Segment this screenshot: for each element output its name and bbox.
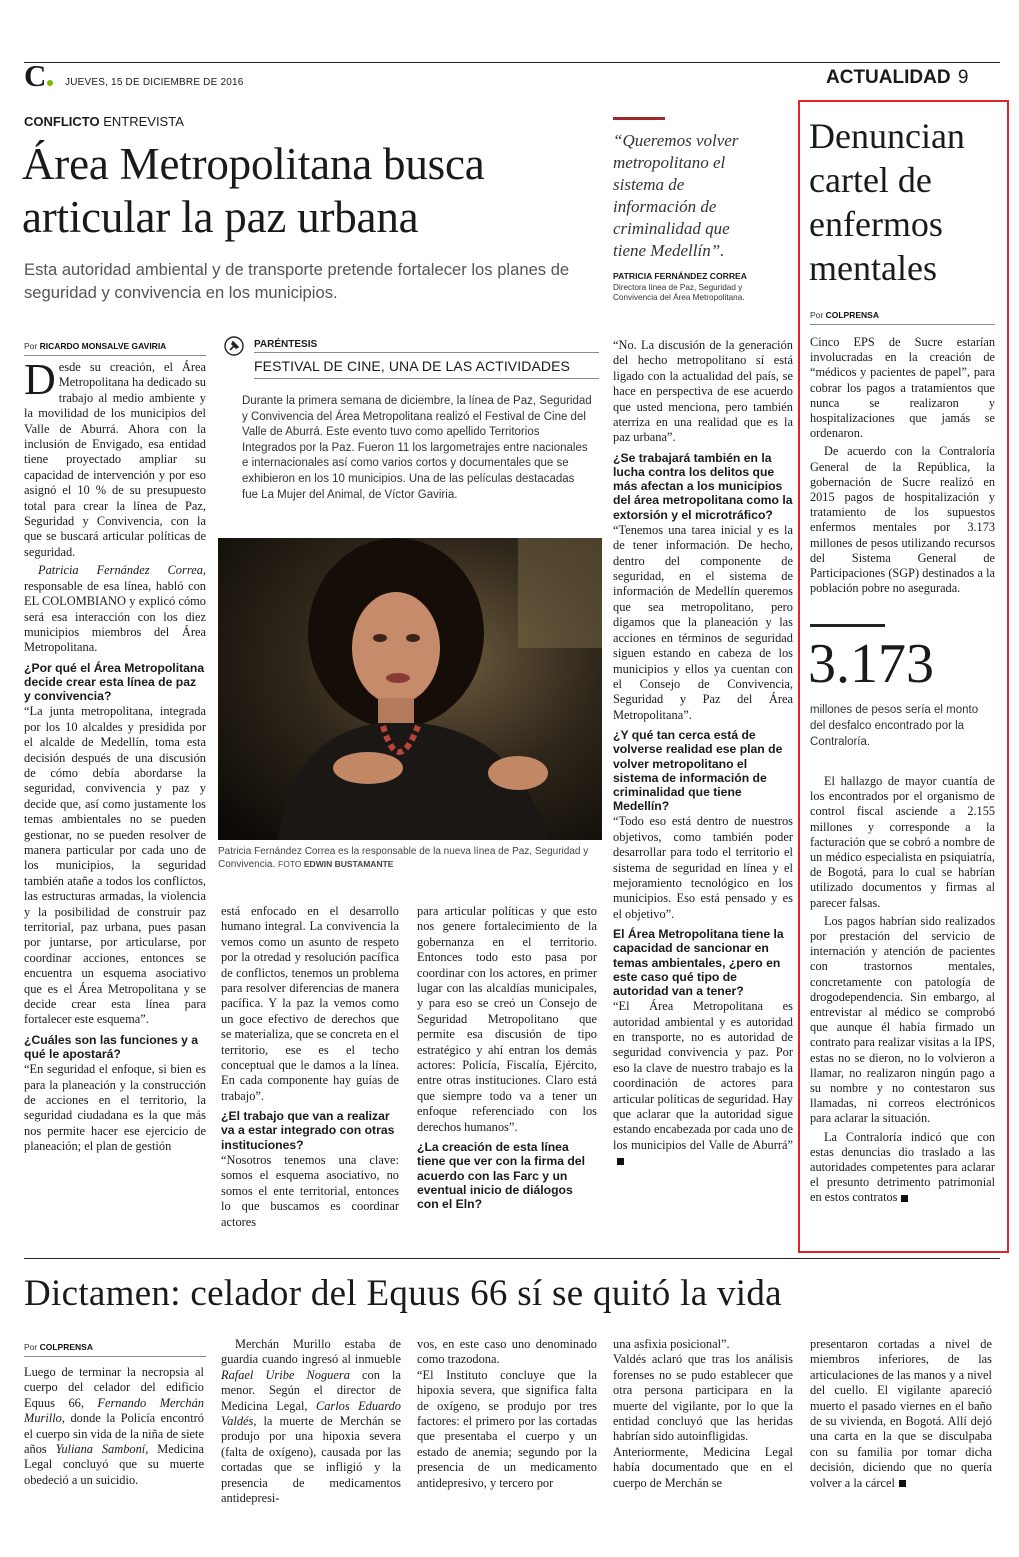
bottom-column-4: una asfixia posicional”. Valdés aclaró que tras los análisis forenses no se pudo establecer que otra persona participara en la muerte del vigilante, por lo que la entidad concluyó que las heridas habrían sido autoinfligidas. Anteriormente, Medicina Legal había documentado que en el cuerpo de Merchán se: [613, 1337, 793, 1490]
sidebar-body-bottom: El hallazgo de mayor cuantía de los encontrados por el organismo de control fiscal asciende a 2.155 millones y corresponde a la facturación que se cobró a nombre de un médico especialista en psiquiatría, de Bogotá, para lo cual se habrían utilizado documentos y firmas al parecer falsas. Los pagos habrían sido realizados por prestación del servicio de internación y atención de pacientes con trastornos mentales, concretamente con patología de drogodependencia. Sin embargo, al entrevistar al médico se comprobó que aunque él había firmado un contrato para realizar visitas a la IPS, estas no se dieron, no lo volvieron a llamar, no realizaron ningún pago a su nombre y no contestaron sus llamadas, ni correos electrónicos para aclarar la situación. La Contraloría indicó que con estas denuncias dio traslado a las autoridades competentes para aclarar el presunto detrimento patrimonial en estos contratos: [810, 774, 995, 1205]
interview-photo: [218, 538, 602, 840]
sidebar-figure-desc: millones de pesos sería el monto del desfalco encontrado por la Contraloría.: [810, 704, 979, 748]
pullquote-text: “Queremos volver metropolitano el sistema de información de criminalidad que tiene Medellín”.: [613, 131, 739, 260]
bottom-byline: Por COLPRENSA: [24, 1342, 93, 1352]
sidebar-body-top: Cinco EPS de Sucre estarían involucradas en la creación de “médicos y pacientes de papel”, para cobrar los pagos a tratamientos que nunca se realizaron y hospitalizaciones que jamás se ordenaron. De acuerdo con la Contraloría General de la República, la gobernación de Sucre realizó en 2015 pagos de hospitalización y tratamiento de los supuestos enfermos mentales por 3.173 millones de pesos utilizando recursos del Sistema General de Participaciones (SGP) destinados a la población pobre no asegurada.: [810, 335, 995, 596]
page-number: 9: [957, 67, 969, 88]
article-column-1: Desde su creación, el Área Metropolitana ha dedicado su trabajo al medio ambiente y la movilidad de los municipios del Valle de Aburrá. Ahora con la inclusión de Envigado, esa entidad tiene proyectado ampliar su capacidad de intervención y por eso asignó el 10 % de su presupuesto total para crear la línea de Paz, Seguridad y Convivencia, con la que se buscará articular políticas de seguridad. Patricia Fernández Correa, responsable de esa línea, habló con EL COLOMBIANO y explicó cómo será esa interacción con los diez municipios miembros del Área Metropolitana. ¿Por qué el Área Metropolitana decide crear esta línea de paz y convivencia? “La junta metropolitana, integrada por los 10 alcaldes y presidida por el alcalde de Medellín, toma esta decisión después de una discusión de cómo debía abordarse la seguridad, convivencia y paz y decide que, así como justamente los temas ambientales no se pueden gestionar, no se pueden resolver de manera particular por cada uno de los municipios, la seguridad también atañe a todos los conflictos, las estructuras armadas, la violencia y la posibilidad de construir paz territorial, paz urbana, pues pasan por juntarse, por articularse, por coordinar acciones, entonces se encuentra un esquema asociativo que es el Área Metropolitana y se decide crear esta línea para fortalecer este esquema”. ¿Cuáles son las funciones y a qué le apostará? “En seguridad el enfoque, si bien es para la planeación y la construcción de acciones en el territorio, la seguridad ciudadana es la que más nos permite hacer ese ejercicio de planeación; el plan de gestión: [24, 360, 206, 1154]
bottom-column-5: presentaron cortadas a nivel de miembros inferiores, de las articulaciones de las manos y a nivel del cuello. El vigilante apareció muerto el pasado viernes en el baño de su vivienda, en Bogotá. Allí dejó una carta en la que se disculpaba con su familia por tomar dicha decisión, diciendo que no quería volver a la cárcel: [810, 1337, 992, 1490]
parentesis-title: FESTIVAL DE CINE, UNA DE LAS ACTIVIDADES: [254, 358, 570, 374]
interview-question: El Área Metropolitana tiene la capacidad de sancionar en temas ambientales, ¿pero en este caso qué tipo de autoridad van a tener?: [613, 927, 784, 999]
end-mark-icon: [899, 1480, 906, 1487]
interview-question: ¿Por qué el Área Metropolitana decide crear esta línea de paz y convivencia?: [24, 660, 205, 704]
article-dek: Esta autoridad ambiental y de transporte pretende fortalecer los planes de seguridad y convivencia en los municipios.: [24, 260, 570, 302]
sidebar-box: [798, 100, 1009, 1253]
sidebar-byline: Por COLPRENSA: [810, 310, 879, 320]
article-headline: Área Metropolitana busca articular la paz urbana: [22, 139, 485, 242]
pin-icon: [224, 336, 244, 356]
bottom-headline: Dictamen: celador del Equus 66 sí se quitó la vida: [24, 1273, 782, 1314]
newspaper-logo: C: [24, 59, 53, 93]
pullquote-name: PATRICIA FERNÁNDEZ CORREA: [613, 271, 747, 281]
drop-cap: D: [24, 360, 56, 404]
article-kicker: CONFLICTO ENTREVISTA: [24, 114, 184, 129]
parentesis-body: Durante la primera semana de diciembre, la línea de Paz, Seguridad y Convivencia del Área Metropolitana realizó el Festival de Cine del Valle de Aburrá. Este evento tuvo como apellido Territorios Integrados por la Paz. Fueron 11 los largometrajes entre nacionales e internacionales así como varios cortos y documentales que se exhibieron en los 10 municipios. Una de las películas destacadas fue La Mujer del Animal, de Víctor Gaviria.: [242, 395, 592, 501]
bottom-column-3: vos, en este caso uno denominado como trazodona. “El Instituto concluye que la hipoxia severa, que significa falta de oxígeno, se produjo por tres factores: el primero por las cortadas que presentaba el cuerpo y un estado de anemia; segundo por la presencia de un medicamento antidepresivo, y tercero por: [417, 1337, 597, 1490]
interview-question: ¿Se trabajará también en la lucha contra los delitos que más afectan a los municipios del área metropolitana como la extorsión y el microtráfico?: [613, 450, 793, 522]
interview-question: ¿Cuáles son las funciones y a qué le apostará?: [24, 1032, 199, 1062]
interview-question: ¿Y qué tan cerca está de volverse realidad ese plan de volver metropolitano el sistema de información de criminalidad que tiene Medellín?: [613, 728, 783, 814]
bottom-column-2: Merchán Murillo estaba de guardia cuando ingresó al inmueble Rafael Uribe Noguera con la menor. Según el director de Medicina Legal, Carlos Eduardo Valdés, la muerte de Merchán se produjo por una hipoxia severa (falta de oxígeno), causada por las cortadas que se infligió y la presencia de medicamentos antidepresi-: [221, 1337, 401, 1506]
pullquote-rule: [613, 117, 665, 120]
parentesis-box: [218, 334, 601, 524]
parentesis-label: PARÉNTESIS: [254, 339, 318, 350]
article-column-4: “No. La discusión de la generación del hecho metropolitano sí está ligado con la actualidad del país, se hace en perspectiva de ese acuerdo que usted menciona, pero también aterriza en una realidad que es la paz urbana”. ¿Se trabajará también en la lucha contra los delitos que más afectan a los municipios del área metropolitana como la extorsión y el microtráfico? “Tenemos una tarea inicial y es la de tener información. De hecho, dentro del componente de seguridad, en el sistema de información de Medellín queremos que sea metropolitano, pero digamos que la planeación y las acciones en términos de seguridad siguen estando en cabeza de los municipios y ellos ya cuentan con el Consejo de Convivencia, Seguridad y Paz del Área Metropolitana”. ¿Y qué tan cerca está de volverse realidad ese plan de volver metropolitano el sistema de información de criminalidad que tiene Medellín? “Todo eso está dentro de nuestros objetivos, como también poder desarrollar para todo el territorio el sistema de seguridad en línea y el mejoramiento tecnológico en los municipios. Eso está pensado y es el objetivo”. El Área Metropolitana tiene la capacidad de sancionar en temas ambientales, ¿pero en este caso qué tipo de autoridad van a tener? “El Área Metropolitana es autoridad ambiental y es autoridad en transporte, no es autoridad de seguridad convivencia y paz. Por eso la clave de nuestro trabajo es la coordinación de actores para articular políticas de seguridad. Hay que aclarar que la autoridad sigue estando encabezada por cada uno de los municipios del Valle de Aburrá”: [613, 338, 793, 1244]
article-column-2: está enfocado en el desarrollo humano integral. La convivencia la vemos como un asunto de respeto por la otredad y resolución pacífica de conflictos, tenemos un problema para resolver diferencias de manera pacífica. Y la paz la vemos como un goce efectivo de derechos que se materializa, que se concreta en el territorio, ese es el techo conceptual que le damos a la línea. En cada componente hay guías de trabajo”. ¿El trabajo que van a realizar va a estar integrado con otras instituciones? “Nosotros tenemos una clave: somos el esquema asociativo, no somos el ente territorial, entonces lo que buscamos es coordinar actores: [221, 904, 399, 1229]
sidebar-headline: Denuncian cartel de enfermos mentales: [809, 116, 965, 288]
photo-caption: Patricia Fernández Correa es la responsable de la nueva línea de Paz, Seguridad y Convivencia. FOTO EDWIN BUSTAMANTE: [218, 846, 589, 870]
section-label: ACTUALIDAD 9: [826, 67, 969, 88]
article-column-3: para articular políticas y que esto nos genere fortalecimiento de la gobernanza en el territorio. Entonces todo esto pasa por coordinar con los actores, en primer lugar con las alcaldías municipales, y para eso se creó un Consejo de Seguridad Metropolitano que permite esa discusión de tipo estratégico y ahí entran los demás actores: Policía, Fiscalía, Ejército, entre otras instituciones. Claro está que siempre todo va a tener un enfoque referenciado con los derechos humanos”. ¿La creación de esta línea tiene que ver con la firma del acuerdo con las Farc y un eventual inicio de diálogos con el Eln?: [417, 904, 597, 1211]
interview-question: ¿El trabajo que van a realizar va a estar integrado con otras instituciones?: [221, 1109, 395, 1152]
logo-dot-icon: [47, 80, 53, 86]
end-mark-icon: [901, 1195, 908, 1202]
sidebar-figure: 3.173: [808, 633, 934, 695]
issue-date: JUEVES, 15 DE DICIEMBRE DE 2016: [65, 77, 244, 88]
pullquote-role: Directora línea de Paz, Seguridad y Convivencia del Área Metropolitana.: [613, 283, 745, 302]
bottom-column-1: Luego de terminar la necropsia al cuerpo del celador del edificio Equus 66, Fernando Merchán Murillo, donde la Policía encontró el cuerpo sin vida de la niña de siete años Yuliana Samboní, Medicina Legal concluyó que su muerte obedeció a un suicidio.: [24, 1365, 204, 1487]
article-byline: Por RICARDO MONSALVE GAVIRIA: [24, 341, 167, 351]
end-mark-icon: [617, 1158, 624, 1165]
interview-question: ¿La creación de esta línea tiene que ver con la firma del acuerdo con las Farc y un eventual inicio de diálogos con el Eln?: [417, 1140, 585, 1211]
